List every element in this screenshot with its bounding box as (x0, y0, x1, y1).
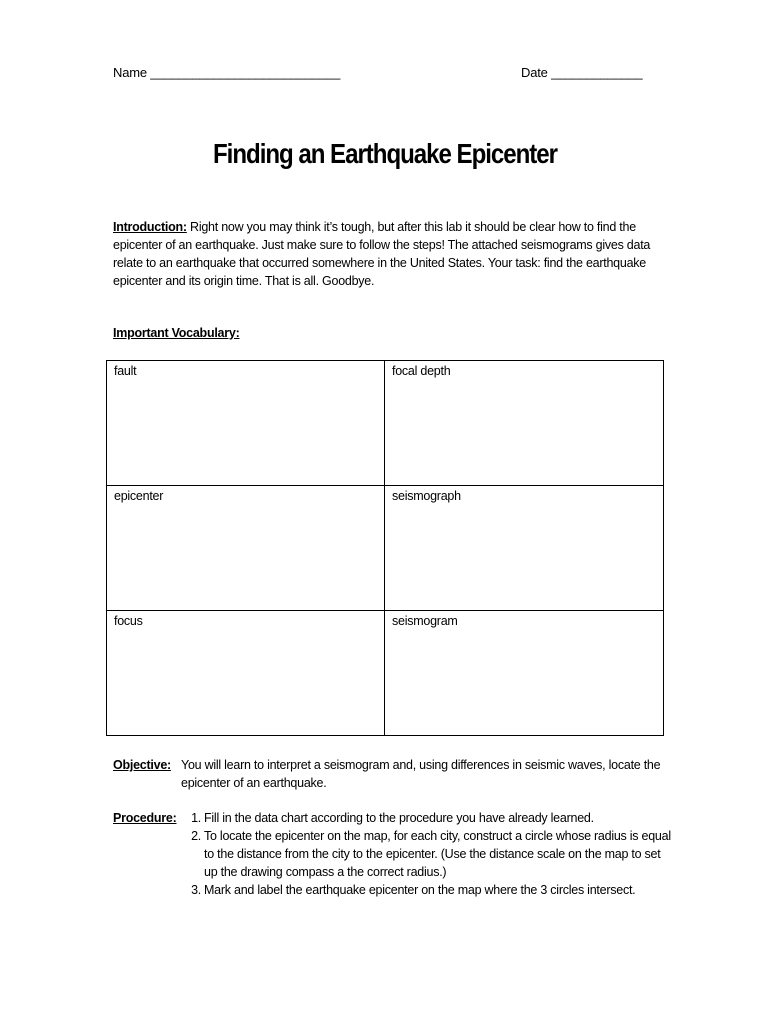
step-text: Fill in the data chart according to the procedure you have already learned. (204, 811, 594, 825)
vocabulary-heading: Important Vocabulary: (113, 326, 240, 340)
page-title: Finding an Earthquake Epicenter (213, 138, 557, 169)
vocabulary-row (107, 361, 664, 486)
procedure-step (183, 827, 673, 881)
objective-text: You will learn to interpret a seismogram and, using differences in seismic waves, locate the epicenter of an earthquake. (181, 758, 661, 790)
vocabulary-table (106, 360, 664, 736)
introduction-text: Right now you may think it’s tough, but after this lab it should be clear how to find the epicenter of an earthquake. Just make sure to follow the steps! The attached seismograms gives data relate to an earthquake that occurred somewhere in the United States. Your task: find the earthquake epicenter and its origin time. That is all. Goodbye. (113, 220, 651, 288)
vocab-cell-focal-depth[interactable]: focal depth (385, 361, 664, 486)
vocab-cell-fault[interactable]: fault (107, 361, 385, 486)
step-text: To locate the epicenter on the map, for each city, construct a circle whose radius is equal to the distance from the city to the epicenter. (Use the distance scale on the map to set up the drawing compass a the correct radius.) (204, 829, 671, 879)
date-field[interactable]: Date _____________ (521, 65, 643, 80)
vocab-cell-epicenter[interactable]: epicenter (107, 486, 385, 611)
procedure-steps (183, 809, 673, 899)
step-number: 2. (191, 829, 201, 843)
introduction-paragraph (113, 218, 661, 290)
objective-section (113, 756, 673, 792)
procedure-step (183, 881, 673, 899)
vocabulary-row (107, 486, 664, 611)
vocab-cell-seismogram[interactable]: seismogram (385, 611, 664, 736)
vocabulary-row (107, 611, 664, 736)
name-field[interactable]: Name ___________________________ (113, 65, 341, 80)
vocab-cell-seismograph[interactable]: seismograph (385, 486, 664, 611)
step-text: Mark and label the earthquake epicenter on the map where the 3 circles intersect. (204, 883, 636, 897)
step-number: 1. (191, 811, 201, 825)
vocab-cell-focus[interactable]: focus (107, 611, 385, 736)
step-number: 3. (191, 883, 201, 897)
procedure-label: Procedure: (113, 811, 177, 825)
procedure-section (113, 809, 673, 899)
introduction-label: Introduction: (113, 220, 187, 234)
objective-label: Objective: (113, 758, 171, 772)
procedure-step (183, 809, 673, 827)
